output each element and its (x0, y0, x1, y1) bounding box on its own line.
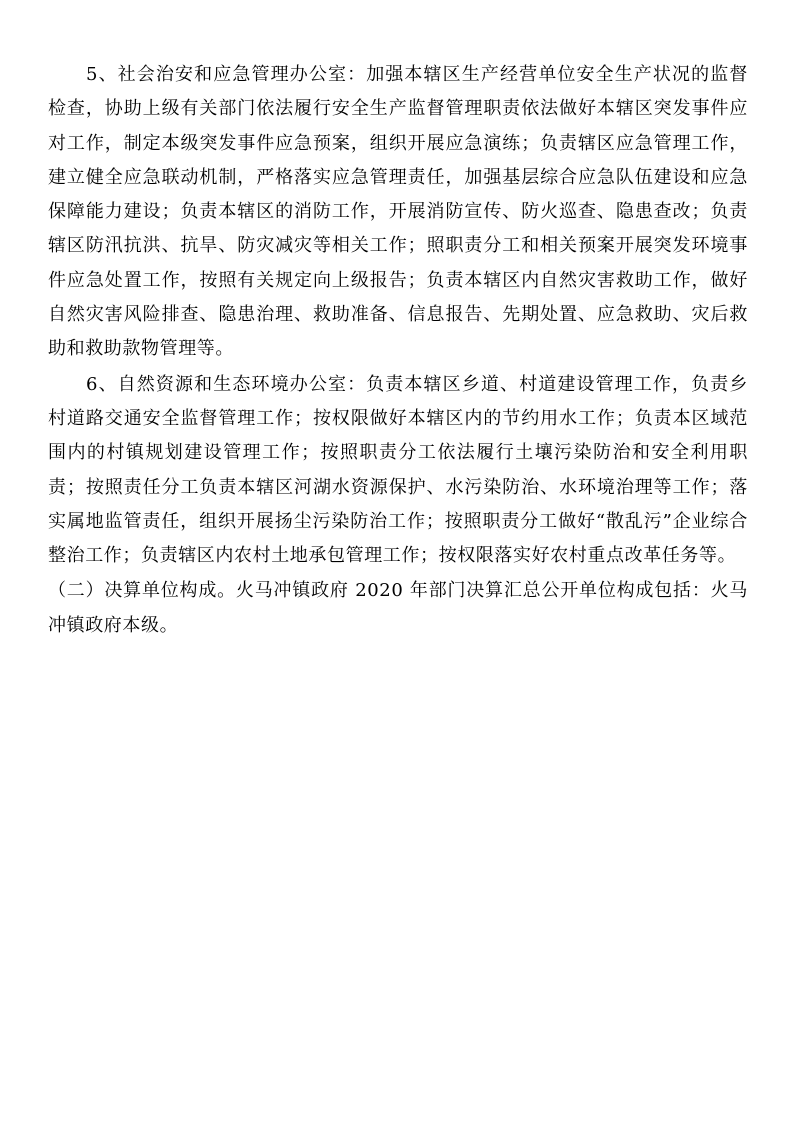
paragraph-item-6: 6、自然资源和生态环境办公室：负责本辖区乡道、村道建设管理工作，负责乡村道路交通安全监督管理工作；按权限做好本辖区内的节约用水工作；负责本区域范围内的村镇规划建设管理工作；按照职责分工依法履行土壤污染防治和安全利用职责；按照责任分工负责本辖区河湖水资源保护、水污染防治、水环境治理等工作；落实属地监管责任，组织开展扬尘污染防治工作；按照职责分工做好“散乱污”企业综合整治工作；负责辖区内农村土地承包管理工作；按权限落实好农村重点改革任务等。 (48, 373, 748, 567)
document-page (48, 58, 748, 643)
paragraph-item-5: 5、社会治安和应急管理办公室：加强本辖区生产经营单位安全生产状况的监督检查，协助上级有关部门依法履行安全生产监督管理职责依法做好本辖区突发事件应对工作，制定本级突发事件应急预案，组织开展应急演练；负责辖区应急管理工作，建立健全应急联动机制，严格落实应急管理责任，加强基层综合应急队伍建设和应急保障能力建设；负责本辖区的消防工作，开展消防宣传、防火巡查、隐患查改；负责辖区防汛抗洪、抗旱、防灾减灾等相关工作；照职责分工和相关预案开展突发环境事件应急处置工作，按照有关规定向上级报告；负责本辖区内自然灾害救助工作，做好自然灾害风险排查、隐患治理、救助准备、信息报告、先期处置、应急救助、灾后救助和救助款物管理等。 (48, 64, 748, 360)
paragraph-section-2: （二）决算单位构成。火马冲镇政府 2020 年部门决算汇总公开单位构成包括：火马冲镇政府本级。 (48, 580, 748, 636)
